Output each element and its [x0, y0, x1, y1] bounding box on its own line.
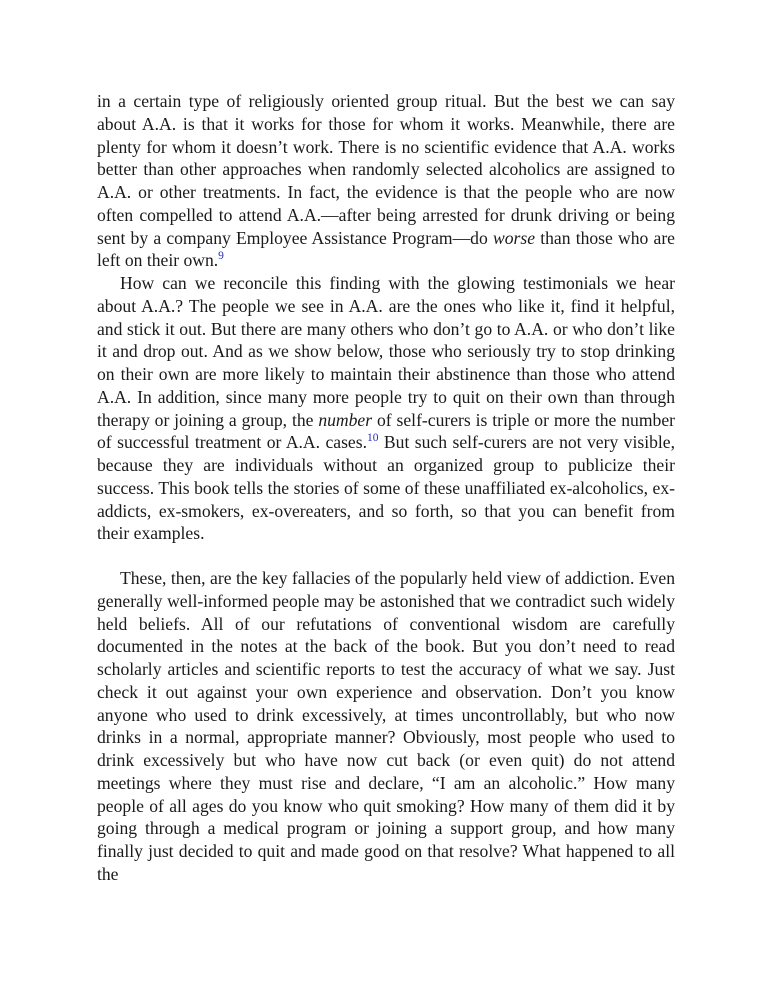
paragraph-key-fallacies: [97, 567, 675, 886]
footnote-ref-9[interactable]: 9: [218, 250, 224, 263]
page-body-text: [97, 90, 675, 886]
text-run: These, then, are the key fallacies of the popularly held view of addiction. Even generally well-informed people may be astonished that we contradict such widely held beliefs. All of our refutations of conventional wisdom are carefully documented in the notes at the back of the book. But you don’t need to read scholarly articles and scientific reports to test the accuracy of what we say. Just check it out against your own experience and observation. Don’t you know anyone who used to drink excessively, at times uncontrollably, but who now drinks in a normal, appropriate manner? Obviously, most people who used to drink excessively but who have now cut back (or even quit) do not attend meetings where they must rise and declare, “I am an alcoholic.” How many people of all ages do you know who quit smoking? How many of them did it by going through a medical program or joining a support group, and how many finally just decided to quit and made good on that resolve? What happened to all the: [97, 568, 675, 884]
footnote-ref-10[interactable]: 10: [367, 432, 379, 445]
text-run: But such self-curers are not very visible, because they are individuals without an organized group to publicize their success. This book tells the stories of some of these unaffiliated ex-alcoholics, ex-addicts, ex-smokers, ex-overeaters, and so forth, so that you can benefit from their examples.: [97, 432, 675, 544]
text-run: of self-curers is triple or more the number of successful treatment or A.A. cases.: [97, 409, 675, 453]
text-run: in a certain type of religiously oriented group ritual. But the best we can say about A.A. is that it works for those for whom it works. Meanwhile, there are plenty for whom it doesn’t work. There is no scientific evidence that A.A. works better than other approaches when randomly selected alcoholics are assigned to A.A. or other treatments. In fact, the evidence is that the people who are now often compelled to attend A.A.—after being arrested for drunk driving or being sent by a company Employee Assistance Program—do: [97, 91, 675, 248]
text-run: than those who are left on their own.: [97, 227, 675, 271]
paragraph-testimonials: [97, 272, 675, 545]
text-run: How can we reconcile this finding with the glowing testimonials we hear about A.A.? The people we see in A.A. are the ones who like it, find it helpful, and stick it out. But there are many others who don’t go to A.A. or who don’t like it and drop out. And as we show below, those who seriously try to stop drinking on their own are more likely to maintain their abstinence than those who attend A.A. In addition, since many more people try to quit on their own than through therapy or joining a group, the: [97, 273, 675, 430]
emphasis-number: number: [318, 409, 373, 430]
paragraph-aa-outcomes: [97, 90, 675, 272]
emphasis-worse: worse: [492, 227, 536, 248]
